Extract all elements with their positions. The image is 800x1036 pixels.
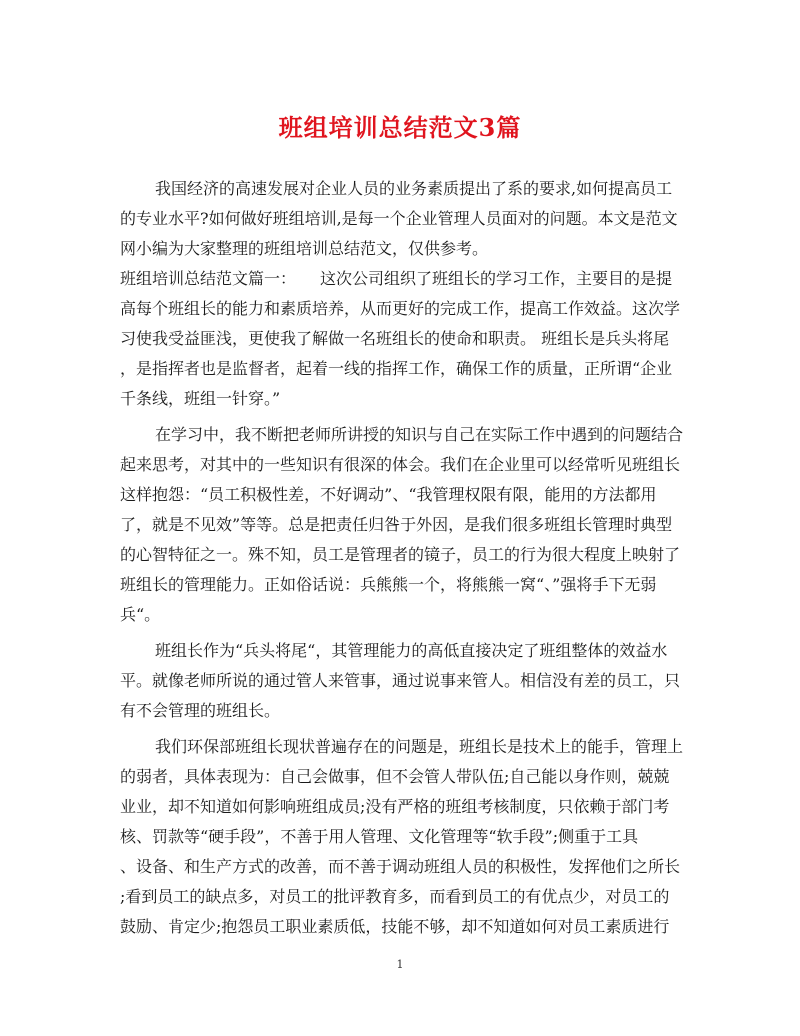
page-number: 1 bbox=[396, 958, 404, 971]
text-line: ，是指挥者也是监督者，起着一线的指挥工作，确保工作的质量，正所谓“企业 bbox=[120, 359, 673, 378]
text-line: 的弱者，具体表现为：自己会做事，但不会管人带队伍;自己能以身作则，兢兢 bbox=[120, 767, 670, 786]
text-line: 班组培训总结范文篇一： 这次公司组织了班组长的学习工作，主要目的是提 bbox=[120, 269, 673, 288]
document-title: 班组培训总结范文3篇 bbox=[278, 113, 522, 142]
text-line: 的心智特征之一。殊不知，员工是管理者的镜子，员工的行为很大程度上映射了 bbox=[120, 545, 681, 564]
text-line: 我国经济的高速发展对企业人员的业务素质提出了系的要求,如何提高员工 bbox=[155, 179, 673, 198]
text-line: 业业，却不知道如何影响班组成员;没有严格的班组考核制度，只依赖于部门考 bbox=[120, 797, 670, 816]
text-line: 平。就像老师所说的通过管人来管事，通过说事来管人。相信没有差的员工，只 bbox=[120, 671, 681, 690]
text-line: 的专业水平?如何做好班组培训,是每一个企业管理人员面对的问题。本文是范文 bbox=[120, 209, 678, 228]
text-line: 核、罚款等“硬手段”，不善于用人管理、文化管理等“软手段”;侧重于工具 bbox=[120, 827, 639, 846]
text-line: 千条线，班组一针穿。” bbox=[120, 389, 281, 408]
text-line: 网小编为大家整理的班组培训总结范文，仅供参考。 bbox=[120, 239, 489, 258]
text-line: 习使我受益匪浅，更使我了解做一名班组长的使命和职责。 班组长是兵头将尾 bbox=[120, 329, 670, 348]
text-line: 有不会管理的班组长。 bbox=[120, 701, 281, 720]
text-line: ;看到员工的缺点多，对员工的批评教育多，而看到员工的有优点少，对员工的 bbox=[120, 887, 670, 906]
text-line: 班组长作为“兵头将尾“，其管理能力的高低直接决定了班组整体的效益水 bbox=[155, 641, 668, 660]
text-line: 高每个班组长的能力和素质培养，从而更好的完成工作，提高工作效益。这次学 bbox=[120, 299, 681, 318]
text-line: 我们环保部班组长现状普遍存在的问题是，班组长是技术上的能手，管理上 bbox=[155, 737, 684, 756]
text-line: 兵“。 bbox=[120, 605, 161, 624]
text-line: 这样抱怨：“员工积极性差，不好调动”、“我管理权限有限，能用的方法都用 bbox=[120, 485, 657, 504]
text-line: 起来思考，对其中的一些知识有很深的体会。我们在企业里可以经常听见班组长 bbox=[120, 455, 681, 474]
text-line: 了，就是不见效”等等。总是把责任归咎于外因，是我们很多班组长管理时典型 bbox=[120, 515, 673, 534]
text-line: 班组长的管理能力。正如俗话说：兵熊熊一个，将熊熊一窝“、”强将手下无弱 bbox=[120, 575, 657, 594]
text-line: 鼓励、肯定少;抱怨员工职业素质低，技能不够，却不知道如何对员工素质进行 bbox=[120, 917, 670, 936]
text-line: 在学习中，我不断把老师所讲授的知识与自己在实际工作中遇到的问题结合 bbox=[155, 425, 684, 444]
text-line: 、设备、和生产方式的改善，而不善于调动班组人员的积极性，发挥他们之所长 bbox=[120, 857, 681, 876]
